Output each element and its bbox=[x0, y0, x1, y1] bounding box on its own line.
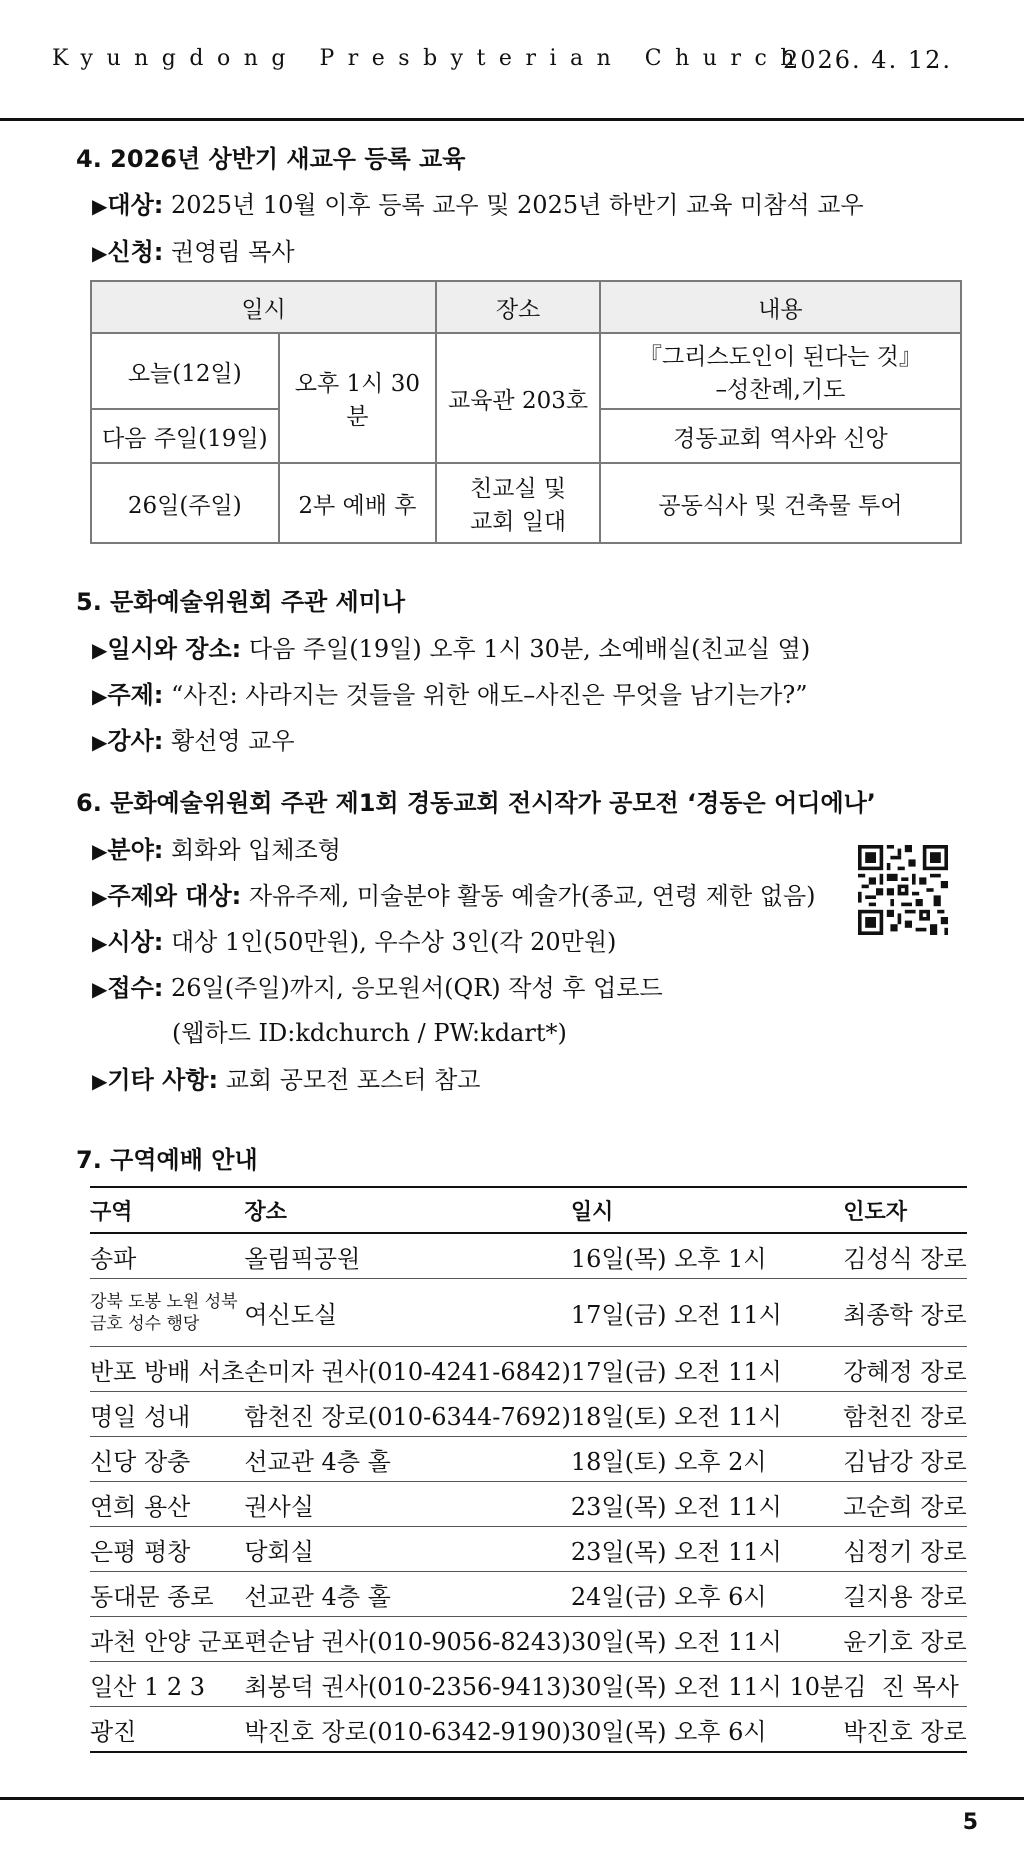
education-schedule-table bbox=[90, 280, 962, 544]
page-number: 5 bbox=[962, 1810, 978, 1835]
cell-leader: 고순희 장로 bbox=[843, 1482, 967, 1527]
bullet-arrow-icon: ▶ bbox=[92, 885, 108, 909]
item-text: 2025년 10월 이후 등록 교우 및 2025년 하반기 교육 미참석 교우 bbox=[163, 191, 864, 219]
s6-item-etc bbox=[92, 1060, 480, 1095]
table-row bbox=[90, 1662, 967, 1707]
cell-datetime: 23일(목) 오전 11시 bbox=[571, 1482, 843, 1527]
s4-item-apply bbox=[92, 232, 295, 267]
table-row bbox=[90, 1707, 967, 1753]
content-line: 『그리스도인이 된다는 것』 bbox=[639, 344, 922, 370]
cell-content: 공동식사 및 건축물 투어 bbox=[600, 463, 961, 543]
cell-district: 강북 도봉 노원 성북 금호 성수 행당 bbox=[90, 1279, 244, 1347]
cell-district: 신당 장충 bbox=[90, 1437, 244, 1482]
item-label: 일시와 장소: bbox=[107, 635, 242, 663]
item-text: “사진: 사라지는 것들을 위한 애도–사진은 무엇을 남기는가?” bbox=[163, 681, 808, 709]
item-text: 다음 주일(19일) 오후 1시 30분, 소예배실(친교실 옆) bbox=[241, 635, 811, 663]
cell-leader: 김 진 목사 bbox=[843, 1662, 967, 1707]
cell-leader: 윤기호 장로 bbox=[843, 1617, 967, 1662]
bulletin-date: 2026. 4. 12. bbox=[782, 46, 952, 74]
s6-item-field bbox=[92, 830, 341, 865]
church-name: Kyungdong Presbyterian Church bbox=[52, 46, 808, 71]
cell-district: 광진 bbox=[90, 1707, 244, 1753]
cell-district: 명일 성내 bbox=[90, 1392, 244, 1437]
s5-item-speaker bbox=[92, 721, 295, 756]
cell-content bbox=[600, 333, 961, 409]
bullet-arrow-icon: ▶ bbox=[92, 839, 108, 863]
page-header bbox=[0, 0, 1024, 121]
cell-time: 오후 1시 30분 bbox=[279, 333, 437, 463]
webhard-info: (웹하드 ID:kdchurch / PW:kdart*) bbox=[172, 1019, 567, 1047]
item-label: 시상: bbox=[107, 928, 164, 956]
s4-item-target bbox=[92, 185, 864, 220]
col-datetime: 일시 bbox=[571, 1187, 843, 1233]
item-label: 대상: bbox=[107, 191, 164, 219]
cell-district: 일산 1 2 3 bbox=[90, 1662, 244, 1707]
place-line: 친교실 및 bbox=[469, 476, 567, 502]
header-datetime: 일시 bbox=[91, 281, 436, 333]
item-text: 교회 공모전 포스터 참고 bbox=[218, 1066, 481, 1094]
col-district: 구역 bbox=[90, 1187, 244, 1233]
table-row bbox=[90, 1482, 967, 1527]
cell-place: 박진호 장로(010-6342-9190) bbox=[244, 1707, 570, 1753]
cell-leader: 김남강 장로 bbox=[843, 1437, 967, 1482]
item-text: 권영림 목사 bbox=[163, 238, 295, 266]
section-7-title: 7. 구역예배 안내 bbox=[76, 1146, 258, 1174]
cell-leader: 강혜정 장로 bbox=[843, 1347, 967, 1392]
item-label: 접수: bbox=[107, 974, 164, 1002]
cell-place: 올림픽공원 bbox=[244, 1233, 570, 1279]
table-row bbox=[90, 1572, 967, 1617]
place-line: 교회 일대 bbox=[469, 509, 567, 535]
cell-district: 은평 평창 bbox=[90, 1527, 244, 1572]
item-label: 주제: bbox=[107, 681, 164, 709]
cell-district: 연희 용산 bbox=[90, 1482, 244, 1527]
cell-datetime: 17일(금) 오전 11시 bbox=[571, 1279, 843, 1347]
bullet-arrow-icon: ▶ bbox=[92, 730, 108, 754]
col-place: 장소 bbox=[244, 1187, 570, 1233]
cell-leader: 최종학 장로 bbox=[843, 1279, 967, 1347]
col-leader: 인도자 bbox=[843, 1187, 967, 1233]
cell-place: 함천진 장로(010-6344-7692) bbox=[244, 1392, 570, 1437]
cell-district: 송파 bbox=[90, 1233, 244, 1279]
cell-place: 손미자 권사(010-4241-6842) bbox=[244, 1347, 570, 1392]
s6-item-topic bbox=[92, 876, 816, 911]
bullet-arrow-icon: ▶ bbox=[92, 638, 108, 662]
bullet-arrow-icon: ▶ bbox=[92, 1069, 108, 1093]
qr-code-icon[interactable] bbox=[858, 845, 948, 935]
cell-district: 동대문 종로 bbox=[90, 1572, 244, 1617]
cell-content: 경동교회 역사와 신앙 bbox=[600, 409, 961, 463]
cell-datetime: 30일(목) 오전 11시 bbox=[571, 1617, 843, 1662]
item-text: 자유주제, 미술분야 활동 예술가(종교, 연령 제한 없음) bbox=[241, 882, 816, 910]
item-text: 대상 1인(50만원), 우수상 3인(각 20만원) bbox=[163, 928, 617, 956]
district-worship-table bbox=[90, 1186, 967, 1753]
table-row bbox=[90, 1527, 967, 1572]
table-row bbox=[90, 1233, 967, 1279]
bullet-arrow-icon: ▶ bbox=[92, 194, 108, 218]
content-line: –성찬례,기도 bbox=[715, 377, 846, 403]
table-row bbox=[90, 1437, 967, 1482]
cell-date: 26일(주일) bbox=[91, 463, 279, 543]
cell-datetime: 24일(금) 오후 6시 bbox=[571, 1572, 843, 1617]
s6-item-submit bbox=[92, 968, 663, 1003]
cell-district: 반포 방배 서초 bbox=[90, 1347, 244, 1392]
cell-date: 다음 주일(19일) bbox=[91, 409, 279, 463]
cell-place: 편순남 권사(010-9056-8243) bbox=[244, 1617, 570, 1662]
cell-datetime: 30일(목) 오전 11시 10분 bbox=[571, 1662, 843, 1707]
s5-item-when bbox=[92, 629, 810, 664]
cell-place: 여신도실 bbox=[244, 1279, 570, 1347]
cell-place: 최봉덕 권사(010-2356-9413) bbox=[244, 1662, 570, 1707]
item-text: 황선영 교우 bbox=[163, 727, 295, 755]
item-label: 신청: bbox=[107, 238, 164, 266]
cell-place bbox=[436, 463, 600, 543]
cell-leader: 박진호 장로 bbox=[843, 1707, 967, 1753]
table-row bbox=[90, 1347, 967, 1392]
bullet-arrow-icon: ▶ bbox=[92, 241, 108, 265]
bullet-arrow-icon: ▶ bbox=[92, 684, 108, 708]
cell-place: 선교관 4층 홀 bbox=[244, 1437, 570, 1482]
footer-divider bbox=[0, 1797, 1024, 1800]
cell-datetime: 30일(목) 오후 6시 bbox=[571, 1707, 843, 1753]
s6-item-prize bbox=[92, 922, 616, 957]
item-label: 강사: bbox=[107, 727, 164, 755]
s5-item-topic bbox=[92, 675, 807, 710]
cell-datetime: 16일(목) 오후 1시 bbox=[571, 1233, 843, 1279]
item-label: 주제와 대상: bbox=[107, 882, 242, 910]
cell-leader: 김성식 장로 bbox=[843, 1233, 967, 1279]
item-text: 회화와 입체조형 bbox=[163, 836, 341, 864]
cell-district: 과천 안양 군포 bbox=[90, 1617, 244, 1662]
cell-date: 오늘(12일) bbox=[91, 333, 279, 409]
cell-datetime: 23일(목) 오전 11시 bbox=[571, 1527, 843, 1572]
cell-leader: 심정기 장로 bbox=[843, 1527, 967, 1572]
section-6-title: 6. 문화예술위원회 주관 제1회 경동교회 전시작가 공모전 ‘경동은 어디에나’ bbox=[76, 789, 876, 817]
item-text: 26일(주일)까지, 응모원서(QR) 작성 후 업로드 bbox=[163, 974, 663, 1002]
table-row bbox=[90, 1617, 967, 1662]
cell-place: 권사실 bbox=[244, 1482, 570, 1527]
cell-datetime: 17일(금) 오전 11시 bbox=[571, 1347, 843, 1392]
section-4-title: 4. 2026년 상반기 새교우 등록 교육 bbox=[76, 145, 466, 173]
header-content: 내용 bbox=[600, 281, 961, 333]
cell-place: 선교관 4층 홀 bbox=[244, 1572, 570, 1617]
cell-place: 교육관 203호 bbox=[436, 333, 600, 463]
cell-leader: 길지용 장로 bbox=[843, 1572, 967, 1617]
table-row bbox=[90, 1279, 967, 1347]
cell-datetime: 18일(토) 오전 11시 bbox=[571, 1392, 843, 1437]
section-5-title: 5. 문화예술위원회 주관 세미나 bbox=[76, 588, 406, 616]
cell-datetime: 18일(토) 오후 2시 bbox=[571, 1437, 843, 1482]
bullet-arrow-icon: ▶ bbox=[92, 931, 108, 955]
cell-place: 당회실 bbox=[244, 1527, 570, 1572]
header-place: 장소 bbox=[436, 281, 600, 333]
cell-leader: 함천진 장로 bbox=[843, 1392, 967, 1437]
item-label: 기타 사항: bbox=[107, 1066, 219, 1094]
item-label: 분야: bbox=[107, 836, 164, 864]
table-row bbox=[90, 1392, 967, 1437]
cell-time: 2부 예배 후 bbox=[279, 463, 437, 543]
bullet-arrow-icon: ▶ bbox=[92, 977, 108, 1001]
